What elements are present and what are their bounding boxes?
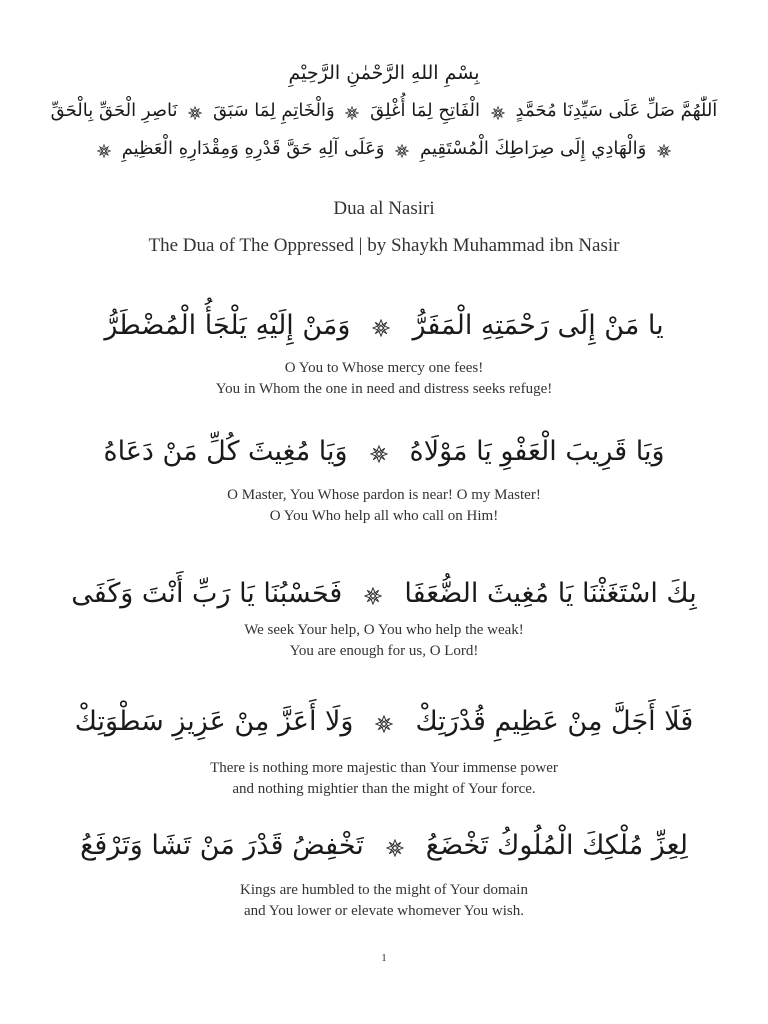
flower-rosette-icon bbox=[345, 104, 359, 118]
flower-rosette-icon bbox=[97, 142, 111, 156]
salat-phrase: اَللّٰهُمَّ صَلِّ عَلَى سَيِّدِنَا مُحَمَّدٍ bbox=[515, 100, 718, 121]
salat-phrase: وَعَلَى آلِهِ حَقَّ قَدْرِهِ وَمِقْدَارِهِ الْعَظِيمِ bbox=[121, 138, 385, 159]
translation-line: and nothing mightier than the might of Your force. bbox=[232, 781, 536, 797]
verse-arabic bbox=[0, 310, 768, 342]
salat-line-1 bbox=[0, 100, 768, 121]
verse-hemistich-left: وَلَا أَعَزَّ مِنْ عَزِيزِ سَطْوَتِكْ bbox=[74, 706, 354, 737]
verse-translation bbox=[0, 485, 768, 527]
translation-line: You are enough for us, O Lord! bbox=[289, 643, 479, 659]
verse-arabic bbox=[0, 830, 768, 862]
flower-rosette-icon bbox=[491, 104, 505, 118]
translation-line: There is nothing more majestic than Your immense power bbox=[210, 760, 558, 776]
salat-phrase: وَالْهَادِي إِلَى صِرَاطِكَ الْمُسْتَقِيمِ bbox=[419, 138, 647, 159]
translation-line: O You Who help all who call on Him! bbox=[269, 508, 499, 524]
document-subtitle: The Dua of The Oppressed | by Shaykh Muhammad ibn Nasir bbox=[148, 235, 620, 256]
salat-phrase: وَالْخَاتِمِ لِمَا سَبَقَ bbox=[213, 100, 335, 121]
verse-hemistich-left: وَمَنْ إِلَيْهِ يَلْجَأُ الْمُضْطَرُّ bbox=[104, 310, 351, 341]
salat-phrase: الْفَاتِحِ لِمَا أُغْلِقَ bbox=[370, 100, 481, 121]
flower-rosette-icon bbox=[372, 311, 390, 342]
verse-translation bbox=[0, 358, 768, 400]
verse-translation bbox=[0, 758, 768, 800]
verse-hemistich-right: يا مَنْ إِلَى رَحْمَتِهِ الْمَفَرُّ bbox=[412, 310, 664, 341]
verse-hemistich-left: تَخْفِضُ قَدْرَ مَنْ تَشَا وَتَرْفَعُ bbox=[80, 830, 364, 861]
verse-hemistich-left: فَحَسْبُنَا يَا رَبِّ أَنْتَ وَكَفَى bbox=[71, 578, 343, 609]
flower-rosette-icon bbox=[370, 437, 388, 468]
page-number: 1 bbox=[381, 952, 387, 964]
verse-hemistich-right: وَيَا قَرِيبَ الْعَفْوِ يَا مَوْلَاهُ bbox=[409, 436, 665, 467]
verse-arabic bbox=[0, 436, 768, 468]
flower-rosette-icon bbox=[395, 142, 409, 156]
flower-rosette-icon bbox=[375, 707, 393, 738]
translation-line: and You lower or elevate whomever You wish. bbox=[244, 903, 524, 919]
translation-line: O Master, You Whose pardon is near! O my Master! bbox=[227, 487, 541, 503]
verse-hemistich-right: لِعِزِّ مُلْكِكَ الْمُلُوكُ تَخْضَعُ bbox=[425, 830, 688, 861]
salat-line-2 bbox=[0, 138, 768, 159]
verse-translation bbox=[0, 620, 768, 662]
verse-hemistich-right: بِكَ اسْتَغَثْنَا يَا مُغِيثَ الضُّعَفَا bbox=[404, 578, 697, 609]
flower-rosette-icon bbox=[364, 579, 382, 610]
document-title: Dua al Nasiri bbox=[333, 198, 435, 219]
verse-hemistich-left: وَيَا مُغِيثَ كُلِّ مَنْ دَعَاهُ bbox=[103, 436, 348, 467]
salat-phrase: نَاصِرِ الْحَقِّ بِالْحَقِّ bbox=[50, 100, 178, 121]
basmala-heading: بِسْمِ اللهِ الرَّحْمٰنِ الرَّحِيْمِ bbox=[288, 62, 480, 84]
flower-rosette-icon bbox=[657, 142, 671, 156]
flower-rosette-icon bbox=[386, 831, 404, 862]
verse-translation bbox=[0, 880, 768, 922]
verse-arabic bbox=[0, 706, 768, 738]
verse-hemistich-right: فَلَا أَجَلَّ مِنْ عَظِيمِ قُدْرَتِكْ bbox=[415, 706, 694, 737]
translation-line: You in Whom the one in need and distress seeks refuge! bbox=[215, 381, 553, 397]
translation-line: Kings are humbled to the might of Your domain bbox=[240, 882, 528, 898]
verse-arabic bbox=[0, 578, 768, 610]
flower-rosette-icon bbox=[188, 104, 202, 118]
translation-line: We seek Your help, O You who help the weak! bbox=[244, 622, 524, 638]
translation-line: O You to Whose mercy one fees! bbox=[284, 360, 484, 376]
